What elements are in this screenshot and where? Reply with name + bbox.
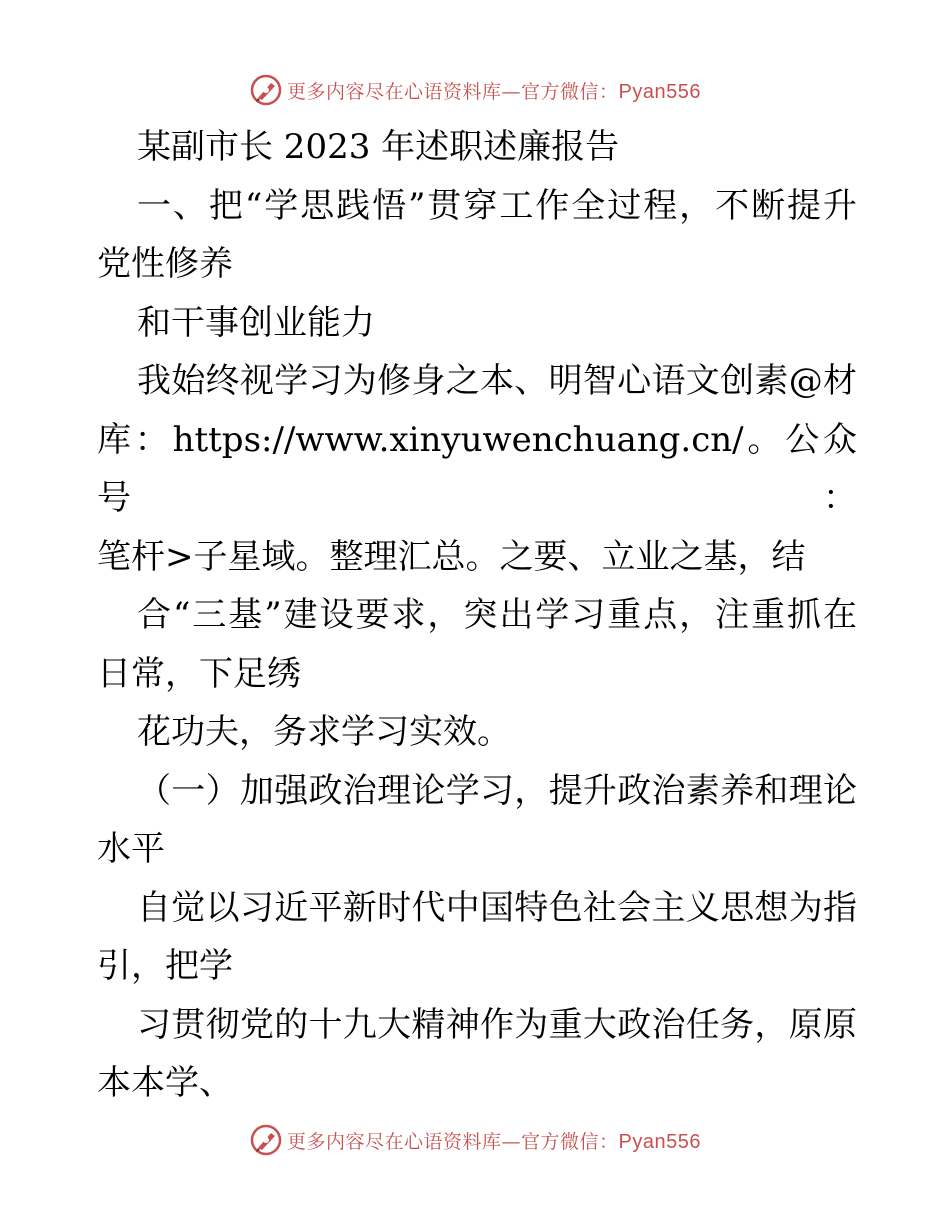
header-wechat-id: Pyan556 [618, 80, 701, 103]
doc-line: 合“三基”建设要求，突出学习重点，注重抓在 [137, 595, 857, 635]
footer-dash: — [501, 1130, 522, 1153]
header-dash: — [501, 80, 522, 103]
footer-text [287, 1127, 701, 1154]
doc-line: 习贯彻党的十九大精神作为重大政治任务，原原 [137, 1004, 857, 1045]
header-wechat-label: 官方微信： [521, 80, 619, 103]
doc-title: 某副市长 2023 年述职述廉报告 [137, 127, 620, 167]
doc-line: 我始终视学习为修身之本、明智心语文创素@材 [137, 361, 857, 401]
header-banner [0, 70, 950, 110]
doc-line: 自觉以习近平新时代中国特色社会主义思想为指 [137, 887, 857, 928]
doc-line: 和干事创业能力 [137, 302, 375, 343]
footer-site-text: 更多内容尽在心语资料库 [287, 1130, 502, 1153]
doc-line: 一、把“学思践悟”贯穿工作全过程，不断提升 [137, 185, 857, 226]
doc-line: 笔杆>子星域。整理汇总。之要、立业之基，结 [97, 536, 806, 577]
pen-logo-icon [249, 1123, 283, 1157]
doc-line: 水平 [97, 829, 165, 869]
doc-line: （一）加强政治理论学习，提升政治素养和理论 [137, 770, 857, 811]
doc-line: 日常，下足绣 [97, 653, 301, 694]
doc-line: 本本学、 [97, 1063, 233, 1103]
header-text [287, 77, 701, 104]
doc-line: 库：https://www.xinyuwenchuang.cn/。公众号： [97, 419, 857, 518]
pen-logo-icon [249, 73, 283, 107]
document-body [97, 118, 857, 1113]
doc-line: 花功夫，务求学习实效。 [137, 712, 511, 752]
footer-wechat-label: 官方微信： [521, 1130, 619, 1153]
footer-banner [0, 1120, 950, 1160]
doc-line: 党性修养 [97, 244, 233, 284]
doc-line: 引，把学 [97, 946, 233, 986]
header-site-text: 更多内容尽在心语资料库 [287, 80, 502, 103]
footer-wechat-id: Pyan556 [618, 1130, 701, 1153]
